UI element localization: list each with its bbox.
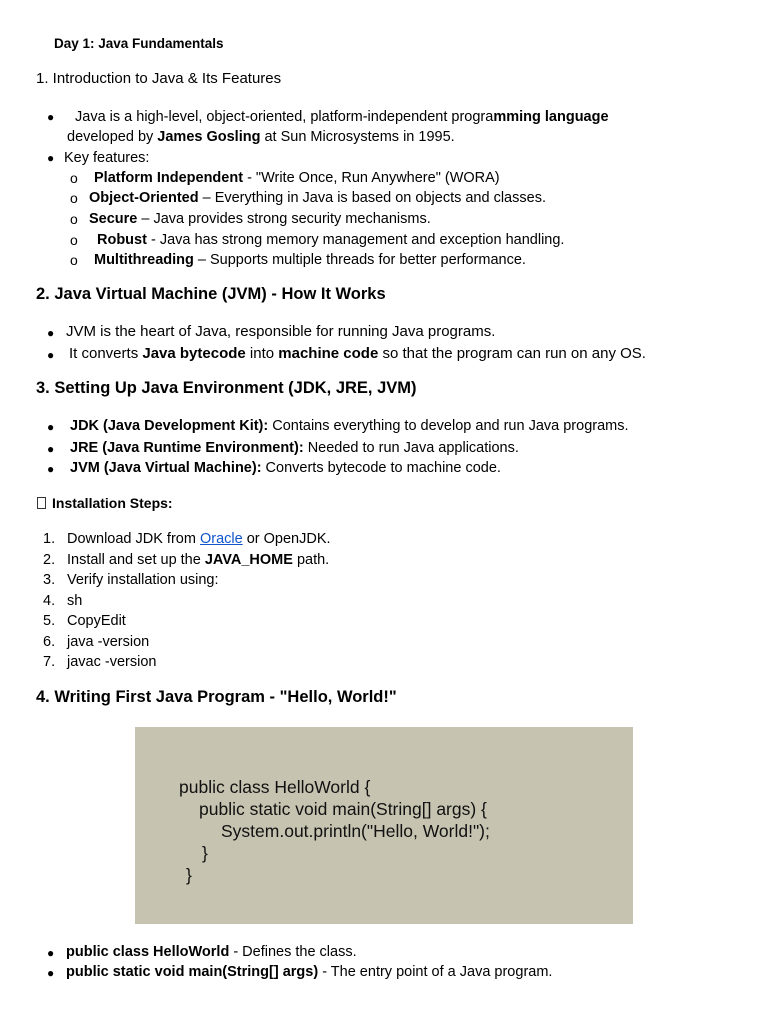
feature-item — [97, 231, 564, 249]
code-note-name: public static void main(String[] args) — [66, 964, 319, 980]
section4-heading — [36, 688, 397, 706]
env-item-name: JRE (Java Runtime Environment): — [70, 440, 304, 456]
feature-item — [89, 189, 546, 207]
feature-name: Secure — [89, 211, 138, 227]
step-1-text: Download JDK from — [67, 531, 200, 547]
env-item-name: JVM (Java Virtual Machine): — [70, 460, 262, 476]
intro-text-2: developed by — [67, 129, 158, 145]
circle-bullet-icon: o — [70, 232, 78, 248]
env-item-name: JDK (Java Development Kit): — [70, 418, 269, 434]
section4-number: 4. — [36, 688, 50, 706]
code-line: System.out.println("Hello, World!"); — [221, 821, 490, 841]
bullet-icon: ● — [47, 420, 55, 434]
installation-heading-text: Installation Steps: — [52, 495, 173, 511]
env-item-desc: Needed to run Java applications. — [303, 440, 519, 456]
step-number: 6. — [43, 634, 56, 650]
section2-number: 2. — [36, 285, 50, 303]
step-number: 4. — [43, 593, 56, 609]
step-3: Verify installation using: — [67, 572, 219, 588]
code-line: public static void main(String[] args) { — [199, 799, 487, 819]
section2-heading-text: Java Virtual Machine (JVM) - How It Works — [54, 285, 386, 303]
code-note — [66, 963, 552, 981]
bullet-icon: ● — [47, 326, 55, 340]
env-item-desc: Contains everything to develop and run Java programs. — [268, 418, 629, 434]
feature-item — [94, 251, 526, 269]
section3-heading — [36, 379, 417, 397]
jvm-b2-text-1: It converts — [69, 345, 143, 362]
feature-desc: – Java provides strong security mechanisms. — [137, 211, 431, 227]
step-7: javac -version — [67, 654, 157, 670]
code-line: public class HelloWorld { — [179, 777, 371, 797]
bullet-icon: ● — [47, 442, 55, 456]
document-title: Day 1: Java Fundamentals — [54, 36, 224, 51]
code-note — [66, 943, 357, 961]
code-line: } — [202, 843, 208, 863]
code-note-name: public class HelloWorld — [66, 944, 230, 960]
step-2-text-end: path. — [292, 552, 330, 568]
bullet-icon: ● — [47, 151, 55, 165]
step-4: sh — [67, 593, 83, 609]
step-number: 7. — [43, 654, 56, 670]
step-6: java -version — [67, 634, 150, 650]
feature-desc: – Supports multiple threads for better performance. — [193, 252, 526, 268]
env-item — [70, 459, 501, 477]
bullet-icon: ● — [47, 110, 55, 124]
intro-line-1 — [75, 108, 609, 126]
intro-text-1: Java is a high-level, object-oriented, platform-independent progra — [75, 109, 494, 125]
step-2-text: Install and set up the — [67, 552, 205, 568]
step-1-text-end: or OpenJDK. — [242, 531, 331, 547]
missing-glyph-icon — [37, 497, 46, 509]
java-home-bold: JAVA_HOME — [204, 552, 293, 568]
jvm-b2-bold-2: machine code — [278, 345, 379, 362]
section3-heading-text: Setting Up Java Environment (JDK, JRE, JVM) — [54, 379, 417, 397]
jvm-bullet-2 — [69, 345, 646, 363]
section4-heading-text: Writing First Java Program - "Hello, World!" — [54, 688, 397, 706]
bullet-icon: ● — [47, 348, 55, 362]
code-block — [135, 727, 633, 924]
env-item-desc: Converts bytecode to machine code. — [261, 460, 501, 476]
step-number: 1. — [43, 531, 56, 547]
step-number: 3. — [43, 572, 56, 588]
circle-bullet-icon: o — [70, 170, 78, 186]
feature-name: Multithreading — [94, 252, 194, 268]
section1-heading: 1. Introduction to Java & Its Features — [36, 70, 282, 87]
key-features-label: Key features: — [64, 150, 150, 166]
jvm-b2-bold-1: Java bytecode — [142, 345, 246, 362]
step-5: CopyEdit — [67, 613, 126, 629]
env-item — [70, 417, 629, 435]
section3-number: 3. — [36, 379, 50, 397]
step-1 — [67, 530, 331, 548]
intro-bold-1: mming language — [493, 109, 609, 125]
installation-heading — [37, 494, 173, 512]
intro-line-2 — [67, 128, 455, 146]
feature-name: Platform Independent — [94, 170, 244, 186]
intro-bold-2: James Gosling — [157, 129, 261, 145]
circle-bullet-icon: o — [70, 252, 78, 268]
env-item — [70, 439, 519, 457]
bullet-icon: ● — [47, 966, 55, 980]
circle-bullet-icon: o — [70, 211, 78, 227]
feature-desc: – Everything in Java is based on objects and classes. — [198, 190, 546, 206]
jvm-b2-text-3: so that the program can run on any OS. — [378, 345, 646, 362]
jvm-bullet-1: JVM is the heart of Java, responsible for running Java programs. — [66, 323, 496, 340]
code-note-desc: - Defines the class. — [229, 944, 357, 960]
feature-desc: - "Write Once, Run Anywhere" (WORA) — [243, 170, 500, 186]
feature-item — [94, 169, 500, 187]
feature-name: Robust — [97, 232, 147, 248]
step-2 — [67, 551, 329, 569]
feature-desc: - Java has strong memory management and exception handling. — [146, 232, 565, 248]
circle-bullet-icon: o — [70, 190, 78, 206]
jvm-b2-text-2: into — [245, 345, 279, 362]
code-note-desc: - The entry point of a Java program. — [318, 964, 553, 980]
bullet-icon: ● — [47, 462, 55, 476]
section2-heading — [36, 285, 386, 303]
step-number: 2. — [43, 552, 56, 568]
bullet-icon: ● — [47, 946, 55, 960]
intro-text-3: at Sun Microsystems in 1995. — [260, 129, 455, 145]
feature-item — [89, 210, 431, 228]
oracle-link[interactable]: Oracle — [199, 531, 243, 547]
step-number: 5. — [43, 613, 56, 629]
feature-name: Object-Oriented — [89, 190, 199, 206]
code-line: } — [186, 865, 192, 885]
